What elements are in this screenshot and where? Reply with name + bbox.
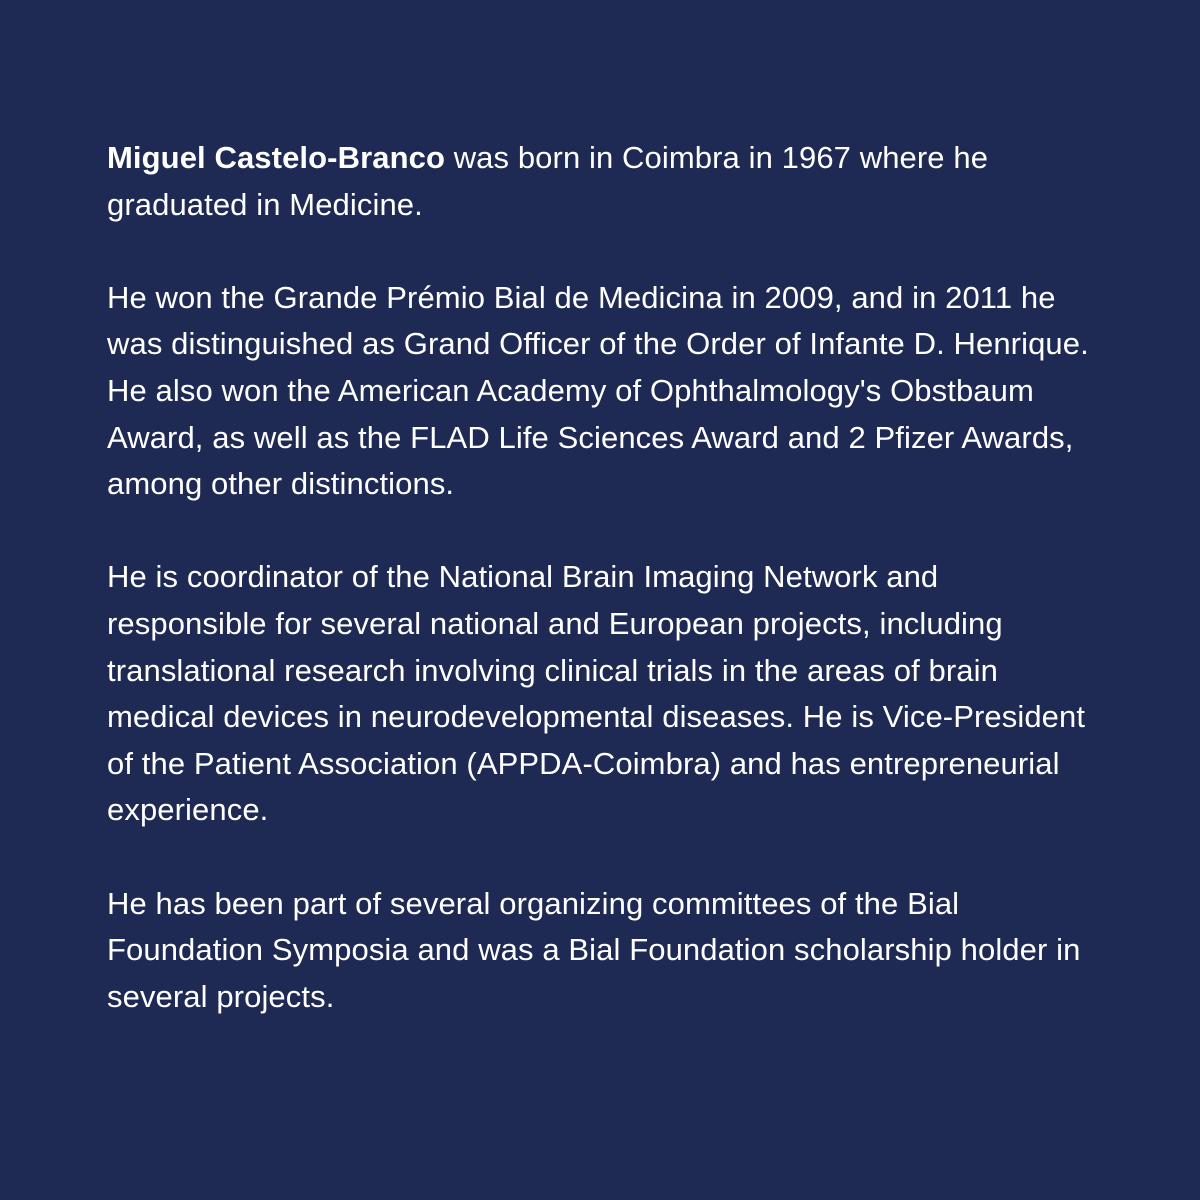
bio-paragraph-3: He is coordinator of the National Brain Imaging Network and responsible for several national and European projects, including translational research involving clinical trials in the areas of brain medical devices in neurodevelopmental diseases. He is Vice-President of the Patient Association (APPDA-Coimbra) and has entrepreneurial experience.: [107, 559, 1086, 828]
bio-paragraph-1: [107, 135, 1092, 228]
bio-paragraph-1-text: was born in Coimbra in 1967 where he graduated in Medicine.: [107, 140, 989, 222]
bio-paragraph-4: He has been part of several organizing committees of the Bial Foundation Symposia and was a Bial Foundation scholarship holder in several projects.: [107, 885, 1081, 1014]
person-name: Miguel Castelo-Branco: [107, 140, 445, 175]
bio-paragraph-2: He won the Grande Prémio Bial de Medicina in 2009, and in 2011 he was distinguished as Grand Officer of the Order of Infante D. Henrique. He also won the American Academy of Ophthalmology's Obstbaum Award, as well as the FLAD Life Sciences Award and 2 Pfizer Awards, among other distinctions.: [107, 279, 1089, 502]
bio-text: [107, 135, 1092, 1020]
